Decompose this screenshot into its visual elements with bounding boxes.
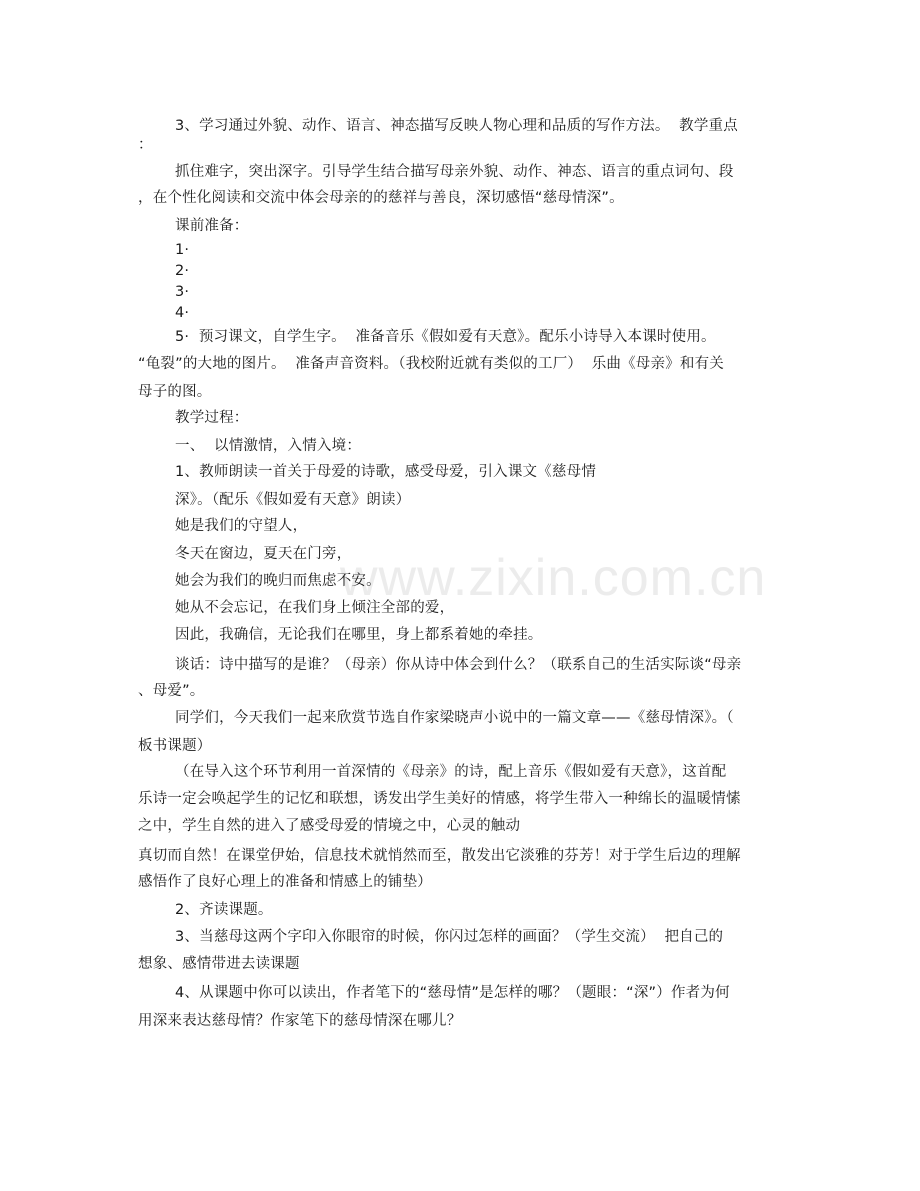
text-line: 冬天在窗边，夏天在门旁， bbox=[175, 546, 352, 562]
text-line: 3、当慈母这两个字印入你眼帘的时候，你闪过怎样的画面？（学生交流） 把自己的 bbox=[175, 929, 724, 945]
text-line: 、母爱”。 bbox=[138, 683, 205, 699]
text-line: 因此，我确信，无论我们在哪里，身上都系着她的牵挂。 bbox=[175, 627, 543, 643]
text-line: 2· bbox=[175, 263, 190, 279]
text-line: 3· bbox=[175, 284, 190, 300]
text-line: 乐诗一定会唤起学生的记忆和联想，诱发出学生美好的情感，将学生带入一种绵长的温暖情愫 bbox=[138, 791, 741, 807]
text-line: 一、 以情激情，入情入境： bbox=[175, 438, 362, 454]
text-line: 3、学习通过外貌、动作、语言、神态描写反映人物心理和品质的写作方法。 教学重点 bbox=[175, 118, 738, 134]
text-line: 谈话：诗中描写的是谁？（母亲）你从诗中体会到什么？（联系自己的生活实际谈“母亲 bbox=[175, 657, 742, 673]
text-line: 她从不会忘记，在我们身上倾注全部的爱， bbox=[175, 600, 455, 616]
text-line: 抓住难字，突出深字。引导学生结合描写母亲外貌、动作、神态、语言的重点词句、段 bbox=[175, 164, 734, 180]
text-line: 同学们，今天我们一起来欣赏节选自作家梁晓声小说中的一篇文章——《慈母情深》。（ bbox=[175, 710, 734, 726]
text-line: 她会为我们的晚归而焦虑不安。 bbox=[175, 573, 381, 589]
text-line: 感悟作了良好心理上的准备和情感上的铺垫） bbox=[138, 874, 432, 890]
text-line: 母子的图。 bbox=[138, 384, 212, 400]
text-line: “龟裂”的大地的图片。 准备声音资料。（我校附近就有类似的工厂） 乐曲《母亲》和有关 bbox=[138, 356, 725, 372]
text-line: 1· bbox=[175, 242, 190, 258]
text-line: 之中，学生自然的进入了感受母爱的情境之中，心灵的触动 bbox=[138, 818, 521, 834]
text-line: 4· bbox=[175, 305, 190, 321]
text-line: 深》。（配乐《假如爱有天意》朗读） bbox=[175, 492, 411, 508]
text-line: 4、从课题中你可以读出，作者笔下的“慈母情”是怎样的哪？（题眼：“深”）作者为何 bbox=[175, 985, 730, 1001]
text-line: 想象、感情带进去读课题 bbox=[138, 956, 300, 972]
text-line: 1、教师朗读一首关于母爱的诗歌，感受母爱，引入课文《慈母情 bbox=[175, 464, 597, 480]
text-line: 教学过程： bbox=[175, 410, 249, 426]
text-line: 她是我们的守望人， bbox=[175, 518, 308, 534]
text-line: 课前准备： bbox=[175, 218, 249, 234]
text-line: 用深来表达慈母情？作家笔下的慈母情深在哪儿？ bbox=[138, 1013, 462, 1029]
watermark: www.zixin.com.cn bbox=[340, 549, 767, 607]
text-line: （在导入这个环节利用一首深情的《母亲》的诗，配上音乐《假如爱有天意》，这首配 bbox=[175, 764, 727, 780]
text-line: 真切而自然！在课堂伊始，信息技术就悄然而至，散发出它淡雅的芬芳！对于学生后边的理解 bbox=[138, 848, 741, 864]
text-line: 板书课题） bbox=[138, 738, 212, 754]
text-line: ： bbox=[138, 137, 153, 153]
text-line: 2、齐读课题。 bbox=[175, 902, 273, 918]
text-line: ，在个性化阅读和交流中体会母亲的的慈祥与善良，深切感悟“慈母情深”。 bbox=[138, 190, 624, 206]
text-line: 5· 预习课文，自学生字。 准备音乐《假如爱有天意》。配乐小诗导入本课时使用。 bbox=[175, 329, 716, 345]
